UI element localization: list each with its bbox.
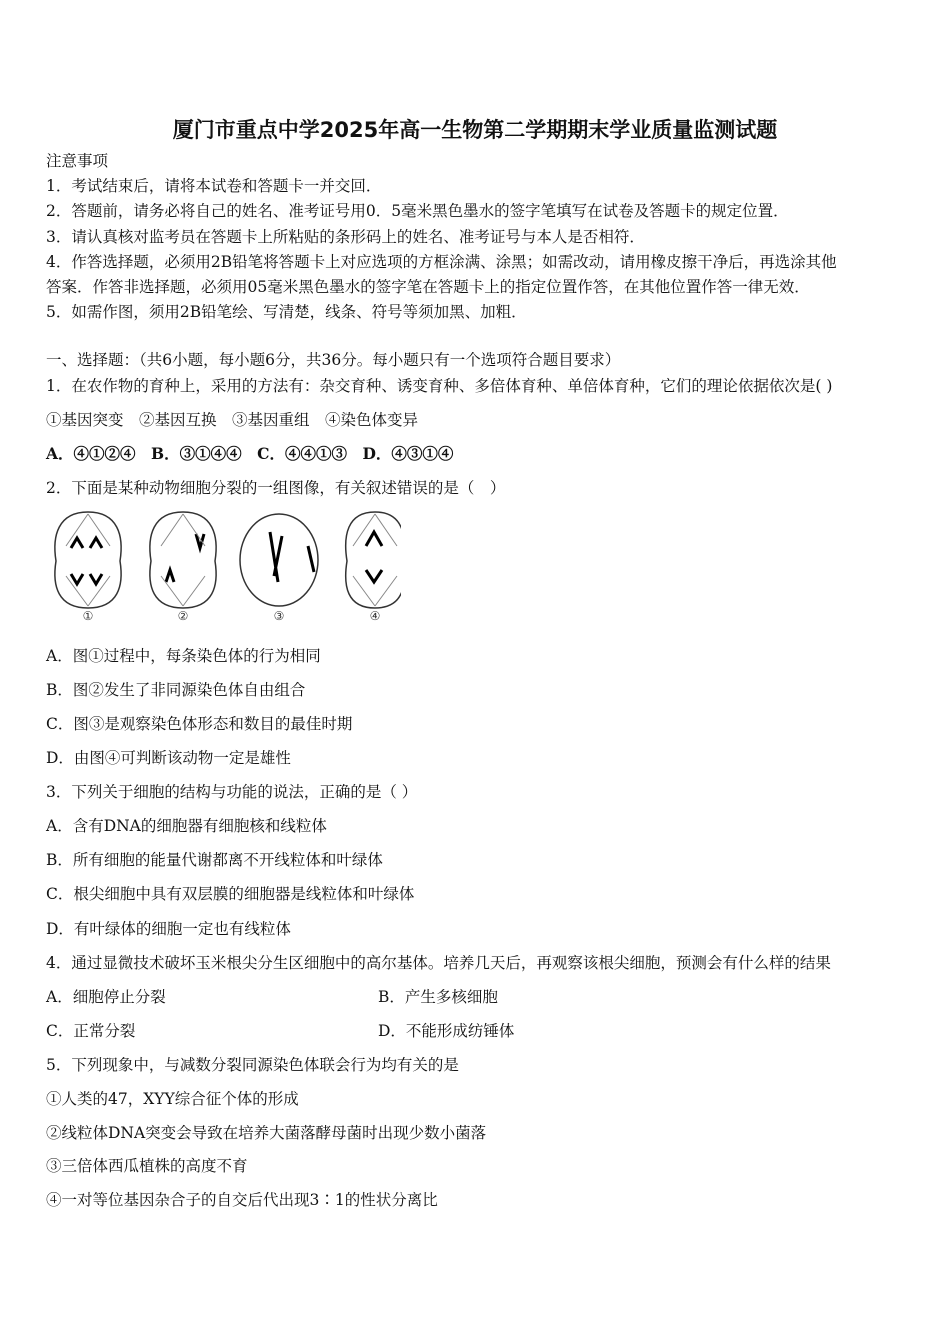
option-c: C．图③是观察染色体形态和数目的最佳时期: [46, 715, 353, 733]
page-title: 厦门市重点中学2025年高一生物第二学期期末学业质量监测试题: [172, 118, 778, 142]
option-d: D．不能形成纺锤体: [378, 1022, 515, 1040]
question-stem: 4．通过显微技术破坏玉米根尖分生区细胞中的高尔基体。培养几天后，再观察该根尖细胞，预测会有什么样的结果: [46, 954, 831, 972]
question-options: A．④①②④ B．③①④④ C．④④①③ D．④③①④: [46, 444, 454, 463]
cell-1: [55, 512, 121, 608]
question-stem: 5．下列现象中，与减数分裂同源染色体联会行为均有关的是: [46, 1056, 459, 1074]
notice-item: 2．答题前，请务必将自己的姓名、准考证号用0．5毫米黑色墨水的签字笔填写在试卷及答题卡的规定位置．: [46, 202, 789, 220]
notice-item: 5．如需作图，须用2B铅笔绘、写清楚，线条、符号等须加黑、加粗．: [46, 303, 527, 321]
figure-label: ③: [273, 609, 285, 623]
cell-division-figure: [46, 506, 401, 624]
question-item: ③三倍体西瓜植株的高度不育: [46, 1157, 248, 1175]
figure-label: ①: [82, 609, 94, 623]
question-stem: 3．下列关于细胞的结构与功能的说法，正确的是（ ）: [46, 783, 418, 801]
question-item: ①人类的47，XYY综合征个体的形成: [46, 1090, 299, 1108]
option-a: A．图①过程中，每条染色体的行为相同: [46, 647, 321, 665]
notice-item: 答案．作答非选择题，必须用05毫米黑色墨水的签字笔在答题卡上的指定位置作答，在其他位置作答一律无效．: [46, 278, 810, 296]
option-a: A．细胞停止分裂: [46, 988, 166, 1006]
figure-label: ④: [369, 609, 381, 623]
question-item: ②线粒体DNA突变会导致在培养大菌落酵母菌时出现少数小菌落: [46, 1124, 487, 1142]
question-items: ①基因突变 ②基因互换 ③基因重组 ④染色体变异: [46, 411, 419, 429]
option-c: C．正常分裂: [46, 1022, 136, 1040]
section-heading: 一、选择题：（共6小题，每小题6分，共36分。每小题只有一个选项符合题目要求）: [46, 351, 621, 369]
notice-item: 1．考试结束后，请将本试卷和答题卡一并交回．: [46, 177, 382, 195]
option-a: A．含有DNA的细胞器有细胞核和线粒体: [46, 817, 327, 835]
cell-4: [346, 512, 401, 608]
option-b: B．图②发生了非同源染色体自由组合: [46, 681, 306, 699]
cell-3: [240, 514, 318, 606]
option-b: B．产生多核细胞: [378, 988, 498, 1006]
option-b: B．所有细胞的能量代谢都离不开线粒体和叶绿体: [46, 851, 383, 869]
notice-item: 4．作答选择题，必须用2B铅笔将答题卡上对应选项的方框涂满、涂黑；如需改动，请用橡皮擦干净后，再选涂其他: [46, 253, 837, 271]
option-d: D．有叶绿体的细胞一定也有线粒体: [46, 920, 291, 938]
notice-heading: 注意事项: [46, 152, 109, 170]
option-c: C．根尖细胞中具有双层膜的细胞器是线粒体和叶绿体: [46, 885, 415, 903]
figure-label: ②: [177, 609, 189, 623]
question-item: ④一对等位基因杂合子的自交后代出现3∶1的性状分离比: [46, 1191, 438, 1209]
option-d: D．由图④可判断该动物一定是雄性: [46, 749, 291, 767]
question-stem: 1．在农作物的育种上，采用的方法有：杂交育种、诱变育种、多倍体育种、单倍体育种，它们的理论依据依次是( ): [46, 377, 833, 395]
cell-2: [150, 512, 216, 608]
notice-item: 3．请认真核对监考员在答题卡上所粘贴的条形码上的姓名、准考证号与本人是否相符．: [46, 228, 645, 246]
question-stem: 2．下面是某种动物细胞分裂的一组图像，有关叙述错误的是（ ）: [46, 479, 506, 497]
